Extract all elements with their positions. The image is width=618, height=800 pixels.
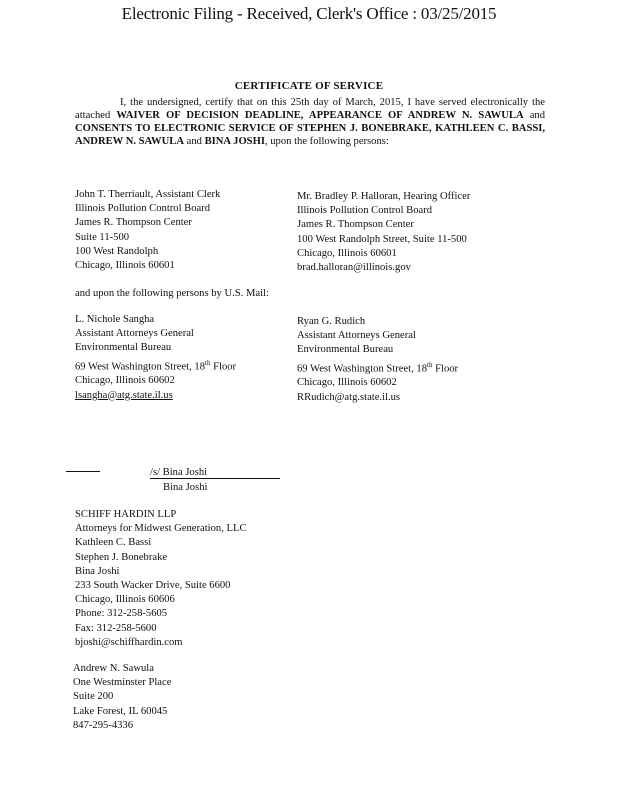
- sawula-block: [73, 662, 171, 733]
- sawula-line: Lake Forest, IL 60045: [73, 705, 168, 717]
- filing-header: Electronic Filing - Received, Clerk's Office : 03/25/2015: [121, 4, 497, 23]
- intro-text-1: I, the undersigned, certify that on this 25th day of March, 2015, I have served electronically the attached: [75, 97, 545, 121]
- signature-underline: [150, 467, 280, 479]
- recipient-line: Illinois Pollution Control Board: [297, 205, 433, 217]
- recipient-halloran: [297, 190, 537, 275]
- recipient-line: Suite 11-500: [75, 231, 130, 243]
- firm-phone: Phone: 312-258-5605: [75, 608, 168, 620]
- sawula-line: One Westminster Place: [73, 677, 172, 689]
- intro-text-3: and: [184, 136, 205, 147]
- recipient-line: Chicago, Illinois 60602: [297, 377, 397, 389]
- recipient-rudich: [297, 315, 537, 405]
- recipient-line: Chicago, Illinois 60601: [75, 260, 175, 272]
- firm-line: Stephen J. Bonebrake: [75, 551, 168, 563]
- firm-fax: Fax: 312-258-5600: [75, 622, 157, 634]
- address-text: 69 West Washington Street, 18: [75, 361, 206, 373]
- schiff-hardin-block: [75, 508, 247, 650]
- firm-line: Bina Joshi: [75, 565, 120, 577]
- recipient-email[interactable]: brad.halloran@illinois.gov: [297, 262, 411, 274]
- recipient-line: James R. Thompson Center: [75, 217, 192, 229]
- recipient-line: James R. Thompson Center: [297, 219, 414, 231]
- firm-line: SCHIFF HARDIN LLP: [75, 509, 177, 520]
- recipient-line: Environmental Bureau: [75, 342, 172, 354]
- recipient-address: [297, 358, 537, 377]
- firm-line: Attorneys for Midwest Generation, LLC: [75, 523, 247, 535]
- address-sup: th: [205, 358, 211, 367]
- firm-line: Kathleen C. Bassi: [75, 537, 152, 549]
- recipient-line: Chicago, Illinois 60602: [75, 375, 175, 387]
- recipient-line: L. Nichole Sangha: [75, 314, 155, 325]
- firm-line: 233 South Wacker Drive, Suite 6600: [75, 580, 231, 592]
- intro-text-4: , upon the following persons:: [264, 136, 389, 147]
- address-text: 69 West Washington Street, 18: [297, 363, 428, 375]
- recipient-sangha: [75, 313, 315, 403]
- address-sup: th: [427, 360, 433, 369]
- intro-bold-1: WAIVER OF DECISION DEADLINE, APPEARANCE OF ANDREW N. SAWULA: [116, 110, 524, 121]
- recipient-line: 100 West Randolph: [75, 245, 159, 257]
- sawula-line: Andrew N. Sawula: [73, 663, 154, 674]
- signature-name: Bina Joshi: [163, 482, 208, 493]
- recipient-therriault: [75, 188, 315, 273]
- recipient-line: Ryan G. Rudich: [297, 316, 366, 327]
- certification-paragraph: [75, 96, 545, 148]
- recipient-line: Illinois Pollution Control Board: [75, 203, 211, 215]
- address-text: Floor: [210, 361, 237, 373]
- recipient-line: Assistant Attorneys General: [75, 328, 194, 340]
- page-title: CERTIFICATE OF SERVICE: [234, 80, 384, 92]
- signature-dash: [66, 471, 100, 472]
- firm-email[interactable]: bjoshi@schiffhardin.com: [75, 636, 183, 648]
- recipient-line: John T. Therriault, Assistant Clerk: [75, 189, 221, 200]
- recipient-line: Assistant Attorneys General: [297, 330, 416, 342]
- intro-text-2: and: [523, 110, 546, 121]
- signature-line: [66, 467, 280, 479]
- recipient-email[interactable]: lsangha@atg.state.il.us: [75, 389, 173, 401]
- recipient-line: Environmental Bureau: [297, 344, 394, 356]
- address-text: Floor: [432, 363, 459, 375]
- mail-intro: and upon the following persons by U.S. Mail:: [75, 288, 269, 299]
- recipient-line: 100 West Randolph Street, Suite 11-500: [297, 233, 467, 245]
- recipient-address: [75, 356, 315, 375]
- recipient-email[interactable]: RRudich@atg.state.il.us: [297, 391, 401, 403]
- recipient-line: Mr. Bradley P. Halloran, Hearing Officer: [297, 191, 471, 202]
- firm-line: Chicago, Illinois 60606: [75, 594, 175, 606]
- sawula-phone: 847-295-4336: [73, 719, 134, 731]
- intro-bold-2: CONSENTS TO ELECTRONIC SERVICE OF STEPHEN J. BONEBRAKE, KATHLEEN C. BASSI, ANDREW N. SAWULA: [75, 123, 545, 147]
- signature-signed: /s/ Bina Joshi: [150, 467, 208, 478]
- intro-bold-3: BINA JOSHI: [204, 136, 265, 147]
- recipient-line: Chicago, Illinois 60601: [297, 247, 397, 259]
- sawula-line: Suite 200: [73, 691, 114, 703]
